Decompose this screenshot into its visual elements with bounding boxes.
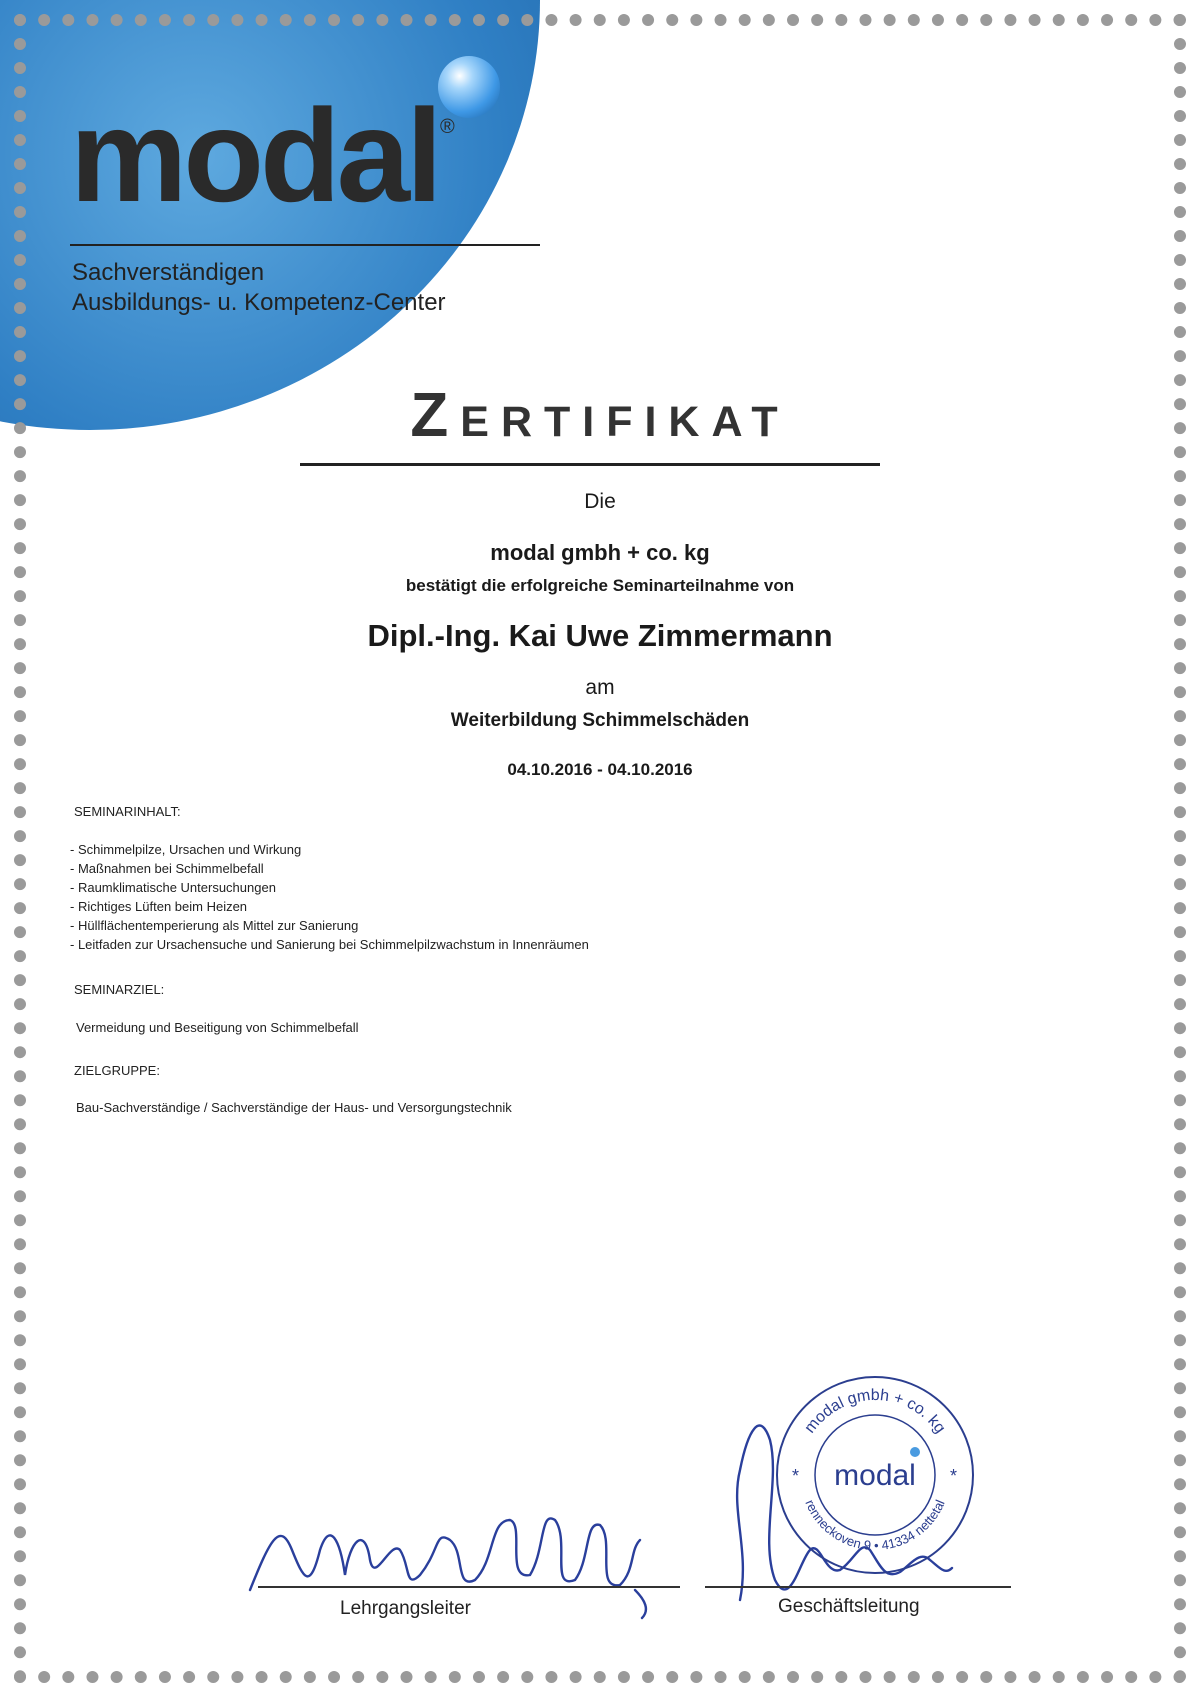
company-seal [770, 1370, 980, 1580]
left-signature-line [258, 1586, 680, 1588]
list-item: - Hüllflächentemperierung als Mittel zur Sanierung [70, 916, 589, 935]
list-item: - Richtiges Lüften beim Heizen [70, 897, 589, 916]
logo-wordmark: modal [70, 82, 439, 229]
participant-name: Dipl.-Ing. Kai Uwe Zimmermann [367, 618, 833, 653]
seal-top-text: modal gmbh + co. kg [801, 1386, 949, 1437]
list-item: - Leitfaden zur Ursachensuche und Sanierung bei Schimmelpilzwachstum in Innenräumen [70, 935, 589, 954]
seminar-title: Weiterbildung Schimmelschäden [450, 710, 750, 731]
right-signature-line [705, 1586, 1011, 1588]
list-item: - Maßnahmen bei Schimmelbefall [70, 859, 589, 878]
goal-label: SEMINARZIEL: [74, 982, 165, 997]
seal-ball-icon [910, 1447, 920, 1457]
target-text: Bau-Sachverständige / Sachverständige der Haus- und Versorgungstechnik [76, 1100, 512, 1115]
seminar-dates: 04.10.2016 - 04.10.2016 [507, 760, 693, 779]
logo-ball-icon [438, 56, 500, 118]
confirmation-text: bestätigt die erfolgreiche Seminarteilnahme von [405, 576, 795, 595]
seal-bottom-text: renneckoven 9 • 41334 nettetal [802, 1497, 948, 1554]
logo-subtitle-line2: Ausbildungs- u. Kompetenz-Center [72, 289, 446, 316]
content-list [70, 840, 589, 954]
goal-text: Vermeidung und Beseitigung von Schimmelbefall [76, 1020, 359, 1035]
list-item: - Raumklimatische Untersuchungen [70, 878, 589, 897]
seal-center-text: modal [834, 1459, 916, 1492]
logo-subtitle-line1: Sachverständigen [72, 259, 265, 286]
seal-star-icon: * [792, 1466, 800, 1486]
intro-text: Die [584, 490, 616, 513]
company-name: modal gmbh + co. kg [490, 540, 710, 565]
registered-mark: ® [440, 116, 455, 138]
seal-star-icon: * [950, 1466, 958, 1486]
date-intro: am [585, 676, 615, 699]
content-label: SEMINARINHALT: [74, 804, 181, 819]
target-label: ZIELGRUPPE: [74, 1063, 160, 1078]
left-signature-label: Lehrgangsleiter [340, 1598, 471, 1619]
logo-divider [70, 244, 540, 246]
logo-subtitle [72, 258, 446, 318]
list-item: - Schimmelpilze, Ursachen und Wirkung [70, 840, 589, 859]
right-signature-label: Geschäftsleitung [778, 1596, 920, 1617]
certificate-title: Zertifikat [410, 381, 790, 450]
title-underline [300, 463, 880, 466]
